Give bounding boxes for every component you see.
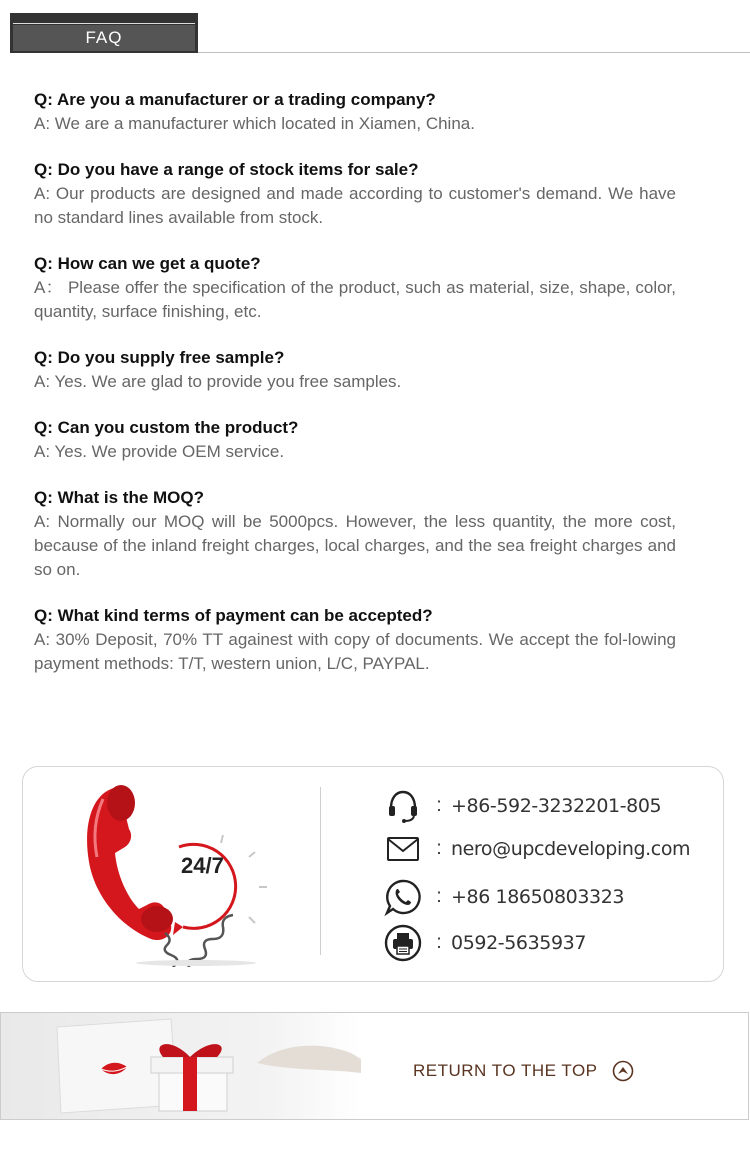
faq-item xyxy=(34,88,676,136)
faq-tab xyxy=(10,13,198,53)
return-banner xyxy=(0,1012,749,1120)
faq-question: Q: How can we get a quote? xyxy=(34,254,261,273)
arrow-up-circle-icon xyxy=(612,1060,634,1082)
faq-answer: A： Please offer the specification of the product, such as material, size, shape, color, quantity, surface finishing, etc. xyxy=(34,278,676,321)
faq-question: Q: What is the MOQ? xyxy=(34,488,204,507)
contact-divider xyxy=(320,787,321,955)
faq-question: Q: Are you a manufacturer or a trading company? xyxy=(34,90,436,109)
separator: : xyxy=(436,886,442,907)
faq-item xyxy=(34,346,676,394)
contact-row-phone xyxy=(383,786,661,826)
faq-answer: A: Normally our MOQ will be 5000pcs. However, the less quantity, the more cost, because of the inland freight charges, local charges, and the sea freight charges and so on. xyxy=(34,512,676,579)
faq-list xyxy=(34,88,676,698)
contact-row-whatsapp xyxy=(383,877,624,917)
phone-number[interactable]: +86-592-3232201-805 xyxy=(451,795,662,817)
contact-row-fax xyxy=(383,923,586,963)
fax-icon xyxy=(383,923,423,963)
separator: : xyxy=(436,838,442,859)
faq-answer: A: Yes. We provide OEM service. xyxy=(34,442,285,461)
headset-icon xyxy=(383,786,423,826)
badge-24-7: 24/7 xyxy=(181,853,224,878)
faq-item xyxy=(34,158,676,230)
return-to-top-link[interactable] xyxy=(413,1058,634,1084)
faq-answer: A: 30% Deposit, 70% TT againest with copy of documents. We accept the fol-lowing payment methods: T/T, western union, L/C, PAYPAL. xyxy=(34,630,676,673)
fax-number[interactable]: 0592-5635937 xyxy=(451,932,587,954)
faq-question: Q: Can you custom the product? xyxy=(34,418,299,437)
faq-item xyxy=(34,416,676,464)
header-rule xyxy=(198,52,750,53)
faq-question: Q: What kind terms of payment can be accepted? xyxy=(34,606,433,625)
envelope-icon xyxy=(383,829,423,869)
gift-lips-banner-image xyxy=(1,1013,361,1119)
email-link[interactable]: nero@upcdeveloping.com xyxy=(451,838,691,860)
faq-question: Q: Do you supply free sample? xyxy=(34,348,285,367)
tab-divider xyxy=(13,23,195,24)
separator: : xyxy=(436,932,442,953)
header xyxy=(0,0,750,60)
faq-item xyxy=(34,252,676,324)
page-title: FAQ xyxy=(13,25,195,51)
faq-item xyxy=(34,604,676,676)
separator: : xyxy=(436,795,442,816)
faq-answer: A: Yes. We are glad to provide you free samples. xyxy=(34,372,402,391)
faq-answer: A: Our products are designed and made according to customer's demand. We have no standard lines available from stock. xyxy=(34,184,676,227)
faq-question: Q: Do you have a range of stock items for sale? xyxy=(34,160,419,179)
faq-answer: A: We are a manufacturer which located in Xiamen, China. xyxy=(34,114,475,133)
faq-item xyxy=(34,486,676,582)
contact-card xyxy=(22,766,724,982)
whatsapp-icon xyxy=(383,877,423,917)
whatsapp-number[interactable]: +86 18650803323 xyxy=(451,886,625,908)
telephone-24-7-icon xyxy=(81,777,281,967)
return-to-top-label: RETURN TO THE TOP xyxy=(413,1061,598,1080)
contact-row-email xyxy=(383,829,690,869)
